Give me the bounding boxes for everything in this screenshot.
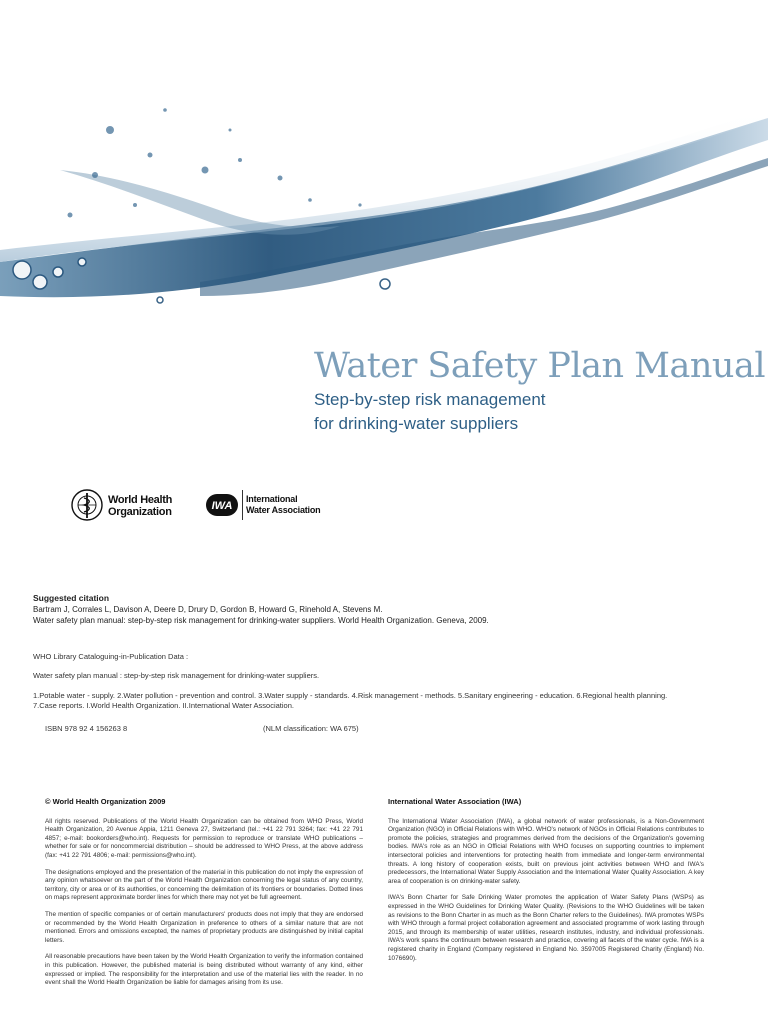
who-copyright-heading: © World Health Organization 2009 xyxy=(45,797,166,806)
page-title: Water Safety Plan Manual xyxy=(314,346,766,386)
cover-title-block xyxy=(314,344,765,436)
nlm-classification: (NLM classification: WA 675) xyxy=(263,724,359,733)
subtitle-line-1: Step-by-step risk management xyxy=(314,390,546,409)
who-paragraph: The mention of specific companies or of certain manufacturers' products does not imply that they are endorsed or recommended by the World Health Organization in preference to others of a similar nature that are not mentioned. Errors and omissions excepted, the names of proprietary products are distinguished by initial capital letters. xyxy=(45,910,363,944)
who-paragraph: The designations employed and the presentation of the material in this publication do not imply the expression of any opinion whatsoever on the part of the World Health Organization concerning the legal status of any country, territory, city or area or of its authorities, or concerning the delimitation of its frontiers or boundaries. Dotted lines on maps represent approximate border lines for which there may not yet be full agreement. xyxy=(45,868,363,902)
iwa-column xyxy=(388,798,704,971)
who-copyright-column xyxy=(45,798,363,996)
citation-heading: Suggested citation xyxy=(33,593,110,603)
cataloguing-title: Water safety plan manual : step-by-step risk management for drinking-water suppliers. xyxy=(33,671,320,680)
iwa-logo-text: International Water Association xyxy=(246,494,321,515)
iwa-emblem-icon xyxy=(204,492,240,518)
iwa-paragraph: IWA's Bonn Charter for Safe Drinking Water promotes the application of Water Safety Plans (WSPs) as expressed in the WHO Guidelines for Drinking Water Quality. (Revisions to the WHO Guidelines will be taken as revisions to the Bonn Charter in as much as the Bonn Charter refers to the Guidelines). IWA promotes WSPs with WHO through a formal project collaboration agreement and associated programme of work lasting through 2015, and through its membership of water utilities, research institutes, industry, and individual professionals. IWA's work spans the continuum between research and practice, covering all facets of the water cycle. IWA is a registered charity in England (Company registered in England No. 3597005 Registered Charity (England) No. 1076690). xyxy=(388,894,704,962)
citation-reference: Water safety plan manual: step-by-step risk management for drinking-water suppliers. World Health Organization. Geneva, 2009. xyxy=(33,616,489,625)
iwa-emblem-letters: IWA xyxy=(211,500,233,512)
cataloguing-subjects-line-1: 1.Potable water - supply. 2.Water pollution - prevention and control. 3.Water supply - standards. 4.Risk management - methods. 5.Sanitary engineering - education. 6.Regional health planning. xyxy=(33,691,668,700)
isbn: ISBN 978 92 4 156263 8 xyxy=(45,724,128,733)
subtitle-line-2: for drinking-water suppliers xyxy=(314,414,519,433)
iwa-heading: International Water Association (IWA) xyxy=(388,797,522,806)
who-logo-text: World Health Organization xyxy=(108,494,173,518)
citation-authors: Bartram J, Corrales L, Davison A, Deere D, Drury D, Gordon B, Howard G, Rinehold A, Stevens M. xyxy=(33,605,383,614)
publisher-logos xyxy=(70,488,330,528)
suggested-citation xyxy=(33,593,743,626)
who-paragraph: All rights reserved. Publications of the World Health Organization can be obtained from WHO Press, World Health Organization, 20 Avenue Appia, 1211 Geneva 27, Switzerland (tel.: +41 22 791 3264; fax: +41 22 791 4857; e-mail: bookorders@who.int). Requests for permission to reproduce or translate WHO publications – whether for sale or for noncommercial distribution – should be addressed to WHO Press, at the above address (fax: +41 22 791 4806; e-mail: permissions@who.int). xyxy=(45,817,363,859)
cataloguing-subjects-line-2: 7.Case reports. I.World Health Organization. II.International Water Association. xyxy=(33,701,294,710)
iwa-divider xyxy=(242,490,243,520)
who-emblem-icon xyxy=(70,488,104,522)
water-wave-illustration xyxy=(0,0,768,340)
cataloguing-heading: WHO Library Cataloguing-in-Publication Data : xyxy=(33,652,189,661)
who-paragraph: All reasonable precautions have been taken by the World Health Organization to verify the information contained in this publication. However, the published material is being distributed without warranty of any kind, either expressed or implied. The responsibility for the interpretation and use of the material lies with the reader. In no event shall the World Health Organization be liable for damages arising from its use. xyxy=(45,953,363,987)
iwa-paragraph: The International Water Association (IWA), a global network of water professionals, is a Non-Government Organization (NGO) in Official Relations with WHO. WHO's network of NGOs in Official Relations contributes to promote the policies, strategies and programmes derived from the decisions of the Organization's governing bodies. IWA's role as an NGO in Official Relations with WHO focuses on supporting countries to implement intersectoral policies and interventions for protecting health from immediate and longer-term environmental threats. A long history of cooperation exists, built on previous joint activities between WHO and IWA's predecessors, the International Water Supply Association and the International Water Quality Association. A key area of cooperation is on drinking-water safety. xyxy=(388,817,704,885)
